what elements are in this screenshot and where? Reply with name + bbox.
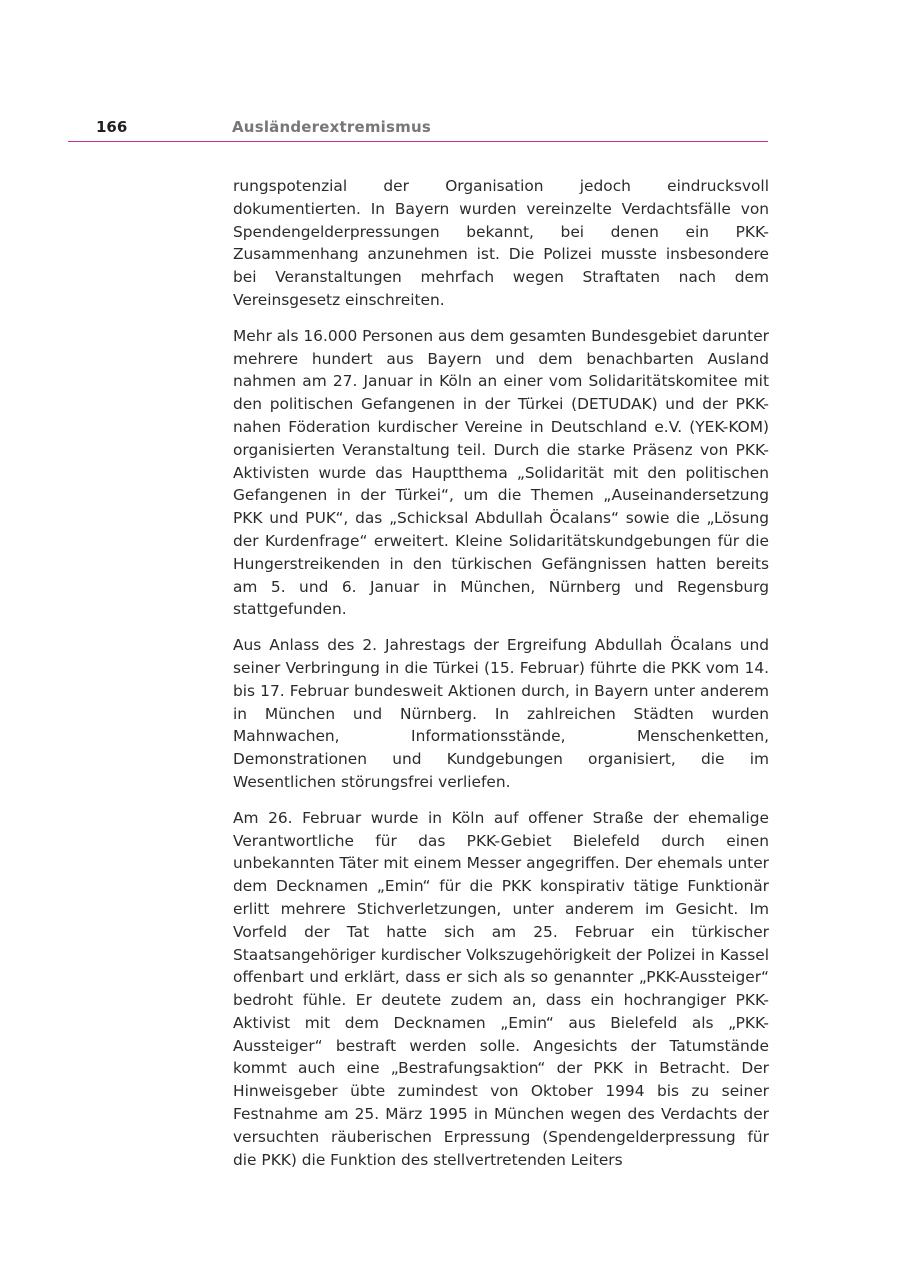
paragraph-2: Mehr als 16.000 Personen aus dem gesamten Bundesgebiet darunter mehrere hundert aus Bayern und dem benachbarten Ausland nahmen am 27. Januar in Köln an einer vom Solidaritätskomitee mit den politischen Gefangenen in der Türkei (DETUDAK) und der PKK-nahen Föderation kurdischer Vereine in Deutschland e.V. (YEK-KOM) organisierten Veranstaltung teil. Durch die starke Präsenz von PKK-Aktivisten wurde das Hauptthema „Solidarität mit den politischen Gefangenen in der Türkei“, um die Themen „Auseinandersetzung PKK und PUK“, das „Schicksal Abdullah Öcalans“ sowie die „Lösung der Kurdenfrage“ erweitert. Kleine Solidaritätskundgebungen für die Hungerstreikenden in den türkischen Gefängnissen hatten bereits am 5. und 6. Januar in München, Nürnberg und Regensburg stattgefunden. [233,326,769,619]
paragraph-1: rungspotenzial der Organisation jedoch eindrucksvoll dokumentierten. In Bayern wurden vereinzelte Verdachtsfälle von Spendengelderpressungen bekannt, bei denen ein PKK-Zusammenhang anzunehmen ist. Die Polizei musste insbesondere bei Veranstaltungen mehrfach wegen Straftaten nach dem Vereinsgesetz einschreiten. [233,177,769,309]
header-rule [68,141,768,142]
paragraph-4: Am 26. Februar wurde in Köln auf offener Straße der ehemalige Verantwortliche für das PKK-Gebiet Bielefeld durch einen unbekannten Täter mit einem Messer angegriffen. Der ehemals unter dem Decknamen „Emin“ für die PKK konspirativ tätige Funktionär erlitt mehrere Stichverletzungen, unter anderem im Gesicht. Im Vorfeld der Tat hatte sich am 25. Februar ein türkischer Staatsangehöriger kurdischer Volkszugehörigkeit der Polizei in Kassel offenbart und erklärt, dass er sich als so genannter „PKK-Aussteiger“ bedroht fühle. Er deutete zudem an, dass ein hochrangiger PKK-Aktivist mit dem Decknamen „Emin“ aus Bielefeld als „PKK-Aussteiger“ bestraft werden solle. Angesichts der Tatumstände kommt auch eine „Bestrafungsaktion“ der PKK in Betracht. Der Hinweisgeber übte zumindest von Oktober 1994 bis zu seiner Festnahme am 25. März 1995 in München wegen des Verdachts der versuchten räuberischen Erpressung (Spendengelderpressung für die PKK) die Funktion des stellvertretenden Leiters [233,808,769,1169]
paragraph-3: Aus Anlass des 2. Jahrestags der Ergreifung Abdullah Öcalans und seiner Verbringung in die Türkei (15. Februar) führte die PKK vom 14. bis 17. Februar bundesweit Aktionen durch, in Bayern unter anderem in München und Nürnberg. In zahlreichen Städten wurden Mahnwachen, Informationsstände, Menschenketten, Demonstrationen und Kundgebungen organisiert, die im Wesentlichen störungsfrei verliefen. [233,636,769,791]
page-number: 166 [96,118,128,136]
body-text [233,175,769,1184]
running-title: Ausländerextremismus [232,118,431,136]
